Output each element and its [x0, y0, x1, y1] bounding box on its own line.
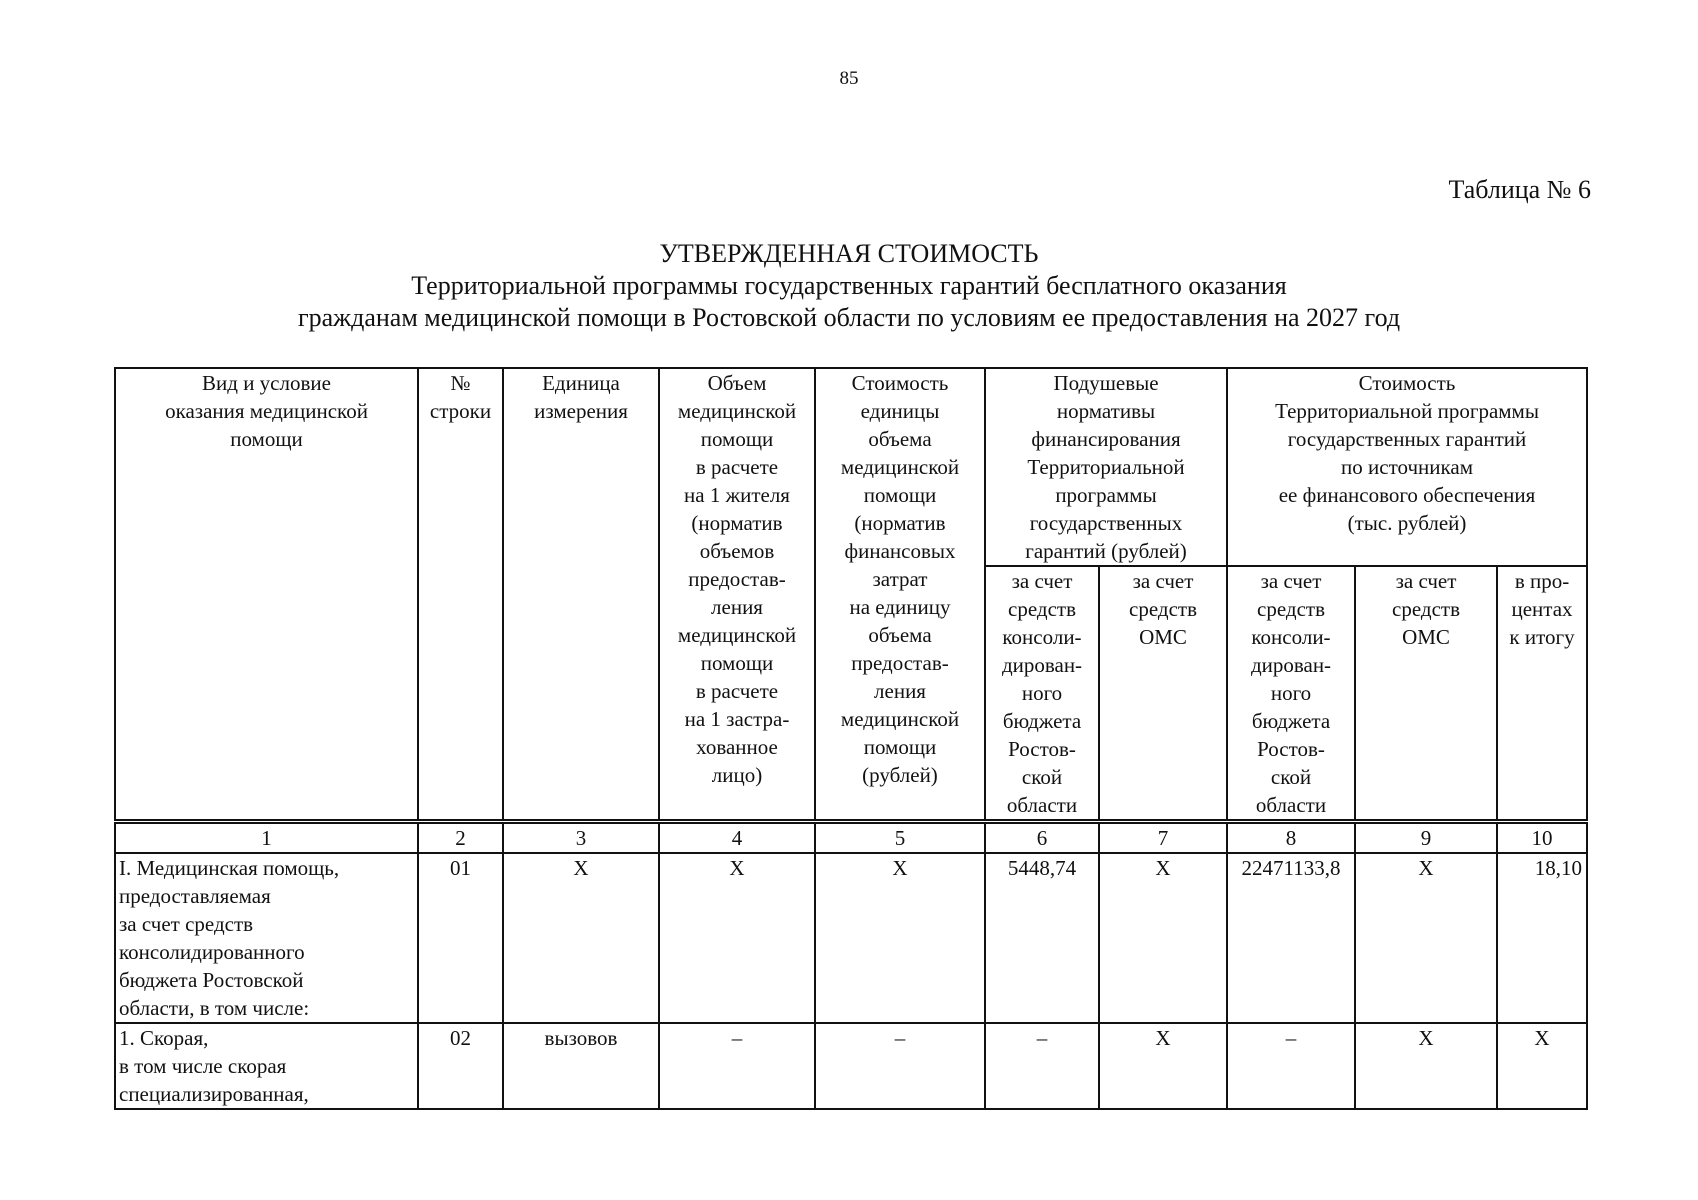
header-cost-budget: за счет средств консоли- дирован- ного бюджета Ростов- ской области: [1227, 566, 1355, 822]
column-number: 8: [1227, 822, 1355, 854]
column-number: 4: [659, 822, 815, 854]
cell-row-number: 01: [418, 853, 503, 1023]
cell-unit-cost: –: [815, 1023, 985, 1109]
column-number: 2: [418, 822, 503, 854]
header-service-type: Вид и условие оказания медицинской помощи: [115, 368, 418, 822]
cost-table: [114, 367, 1588, 1110]
header-unit: Единица измерения: [503, 368, 659, 822]
page-number: 85: [839, 68, 859, 89]
column-numbers-row: [115, 822, 1587, 854]
cell-per-capita-budget: 5448,74: [985, 853, 1099, 1023]
title-line-1: УТВЕРЖДЕННАЯ СТОИМОСТЬ: [659, 239, 1039, 268]
cell-unit: вызовов: [503, 1023, 659, 1109]
header-cost-oms: за счет средств ОМС: [1355, 566, 1497, 822]
title-line-3: гражданам медицинской помощи в Ростовской области по условиям ее предоставления на 2027 год: [297, 303, 1401, 332]
header-unit-cost: Стоимость единицы объема медицинской помощи (норматив финансовых затрат на единицу объема предостав- ления медицинской помощи (рублей): [815, 368, 985, 822]
column-number: 10: [1497, 822, 1587, 854]
column-number: 6: [985, 822, 1099, 854]
header-per-capita-oms: за счет средств ОМС: [1099, 566, 1227, 822]
cell-volume: –: [659, 1023, 815, 1109]
cell-unit: Х: [503, 853, 659, 1023]
cell-per-capita-budget: –: [985, 1023, 1099, 1109]
cell-volume: Х: [659, 853, 815, 1023]
column-number: 9: [1355, 822, 1497, 854]
column-number: 7: [1099, 822, 1227, 854]
column-number: 1: [115, 822, 418, 854]
document-title: [0, 238, 1698, 334]
cell-service-name: 1. Скорая, в том числе скорая специализированная,: [115, 1023, 418, 1109]
cell-row-number: 02: [418, 1023, 503, 1109]
cell-per-capita-oms: Х: [1099, 1023, 1227, 1109]
table-row: [115, 853, 1587, 1023]
header-per-capita-group: Подушевые нормативы финансирования Территориальной программы государственных гарантий (рублей): [985, 368, 1227, 566]
cell-service-name: I. Медицинская помощь, предоставляемая за счет средств консолидированного бюджета Ростовской области, в том числе:: [115, 853, 418, 1023]
cell-per-capita-oms: Х: [1099, 853, 1227, 1023]
cell-percent: 18,10: [1497, 853, 1587, 1023]
header-row-number: № строки: [418, 368, 503, 822]
header-percent: в про- центах к итогу: [1497, 566, 1587, 822]
header-cost-group: Стоимость Территориальной программы государственных гарантий по источникам ее финансового обеспечения (тыс. рублей): [1227, 368, 1587, 566]
cell-cost-budget: 22471133,8: [1227, 853, 1355, 1023]
column-number: 5: [815, 822, 985, 854]
table-row: [115, 1023, 1587, 1109]
cell-percent: Х: [1497, 1023, 1587, 1109]
title-line-2: Территориальной программы государственных гарантий бесплатного оказания: [411, 271, 1287, 300]
cell-cost-oms: Х: [1355, 1023, 1497, 1109]
header-per-capita-budget: за счет средств консоли- дирован- ного бюджета Ростов- ской области: [985, 566, 1099, 822]
cell-cost-oms: Х: [1355, 853, 1497, 1023]
cell-cost-budget: –: [1227, 1023, 1355, 1109]
header-volume: Объем медицинской помощи в расчете на 1 жителя (норматив объемов предостав- ления медицинской помощи в расчете на 1 застра- хованное лицо): [659, 368, 815, 822]
column-number: 3: [503, 822, 659, 854]
table-label: Таблица № 6: [1448, 175, 1591, 204]
cell-unit-cost: Х: [815, 853, 985, 1023]
